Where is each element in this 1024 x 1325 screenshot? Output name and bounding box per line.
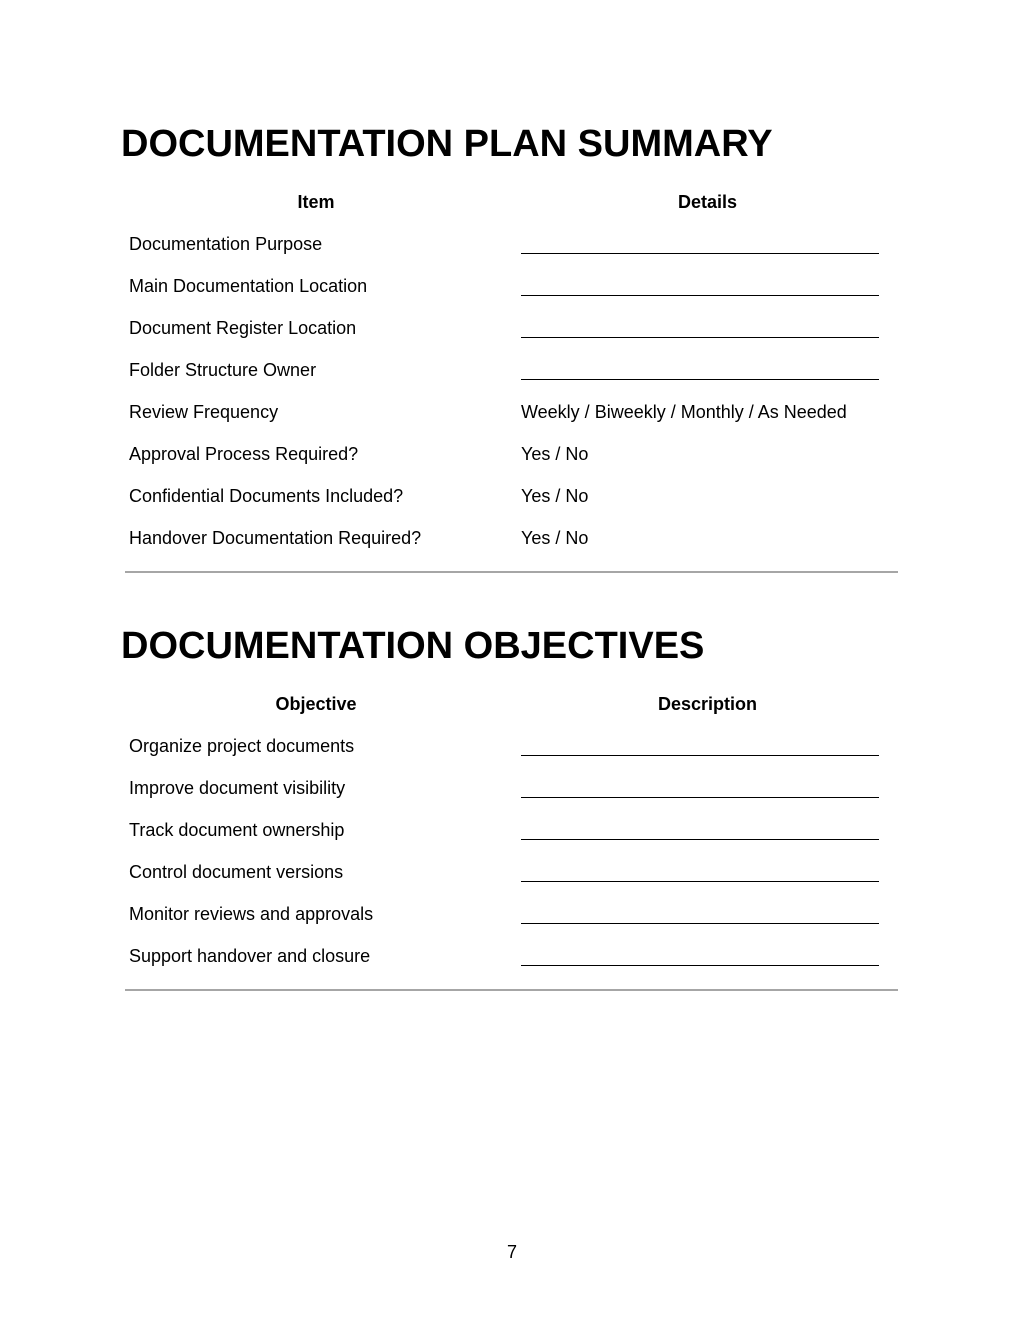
- fill-in-blank: [521, 839, 879, 840]
- row-label: Handover Documentation Required?: [129, 528, 422, 548]
- column-header-details: Details: [677, 192, 738, 212]
- page-number: 7: [506, 1242, 517, 1262]
- row-label: Documentation Purpose: [129, 234, 323, 254]
- row-label: Confidential Documents Included?: [129, 486, 404, 506]
- row-label: Organize project documents: [129, 736, 355, 756]
- fill-in-blank: [521, 755, 879, 756]
- fill-in-blank: [521, 253, 879, 254]
- row-label: Support handover and closure: [129, 946, 371, 966]
- fill-in-blank: [521, 923, 879, 924]
- fill-in-blank: [521, 379, 879, 380]
- column-header-description: Description: [657, 694, 758, 714]
- table-row: [121, 861, 898, 903]
- table-row: [121, 527, 898, 569]
- column-header-objective: Objective: [275, 694, 357, 714]
- table-row: [121, 485, 898, 527]
- row-value: Yes / No: [521, 444, 589, 464]
- fill-in-blank: [521, 295, 879, 296]
- table-row: [121, 401, 898, 443]
- row-value: Yes / No: [521, 486, 589, 506]
- section-title-objectives: DOCUMENTATION OBJECTIVES: [121, 625, 705, 667]
- row-label: Track document ownership: [129, 820, 345, 840]
- table-row: [121, 317, 898, 359]
- row-label: Improve document visibility: [129, 778, 346, 798]
- table-row: [121, 903, 898, 945]
- row-label: Approval Process Required?: [129, 444, 359, 464]
- table-row: [121, 945, 898, 987]
- row-label: Folder Structure Owner: [129, 360, 317, 380]
- table-row: [121, 819, 898, 861]
- section-title-plan-summary: DOCUMENTATION PLAN SUMMARY: [121, 123, 773, 165]
- table-row: [121, 359, 898, 401]
- table-row: [121, 777, 898, 819]
- table-row: [121, 735, 898, 777]
- row-label: Document Register Location: [129, 318, 357, 338]
- table-row: [121, 443, 898, 485]
- fill-in-blank: [521, 881, 879, 882]
- fill-in-blank: [521, 797, 879, 798]
- row-label: Main Documentation Location: [129, 276, 368, 296]
- section-divider: [125, 989, 898, 991]
- row-label: Control document versions: [129, 862, 344, 882]
- row-label: Monitor reviews and approvals: [129, 904, 374, 924]
- column-header-item: Item: [297, 192, 335, 212]
- table-row: [121, 233, 898, 275]
- fill-in-blank: [521, 965, 879, 966]
- row-label: Review Frequency: [129, 402, 279, 422]
- table-row: [121, 275, 898, 317]
- row-value: Yes / No: [521, 528, 589, 548]
- section-divider: [125, 571, 898, 573]
- row-value: Weekly / Biweekly / Monthly / As Needed: [521, 402, 847, 422]
- fill-in-blank: [521, 337, 879, 338]
